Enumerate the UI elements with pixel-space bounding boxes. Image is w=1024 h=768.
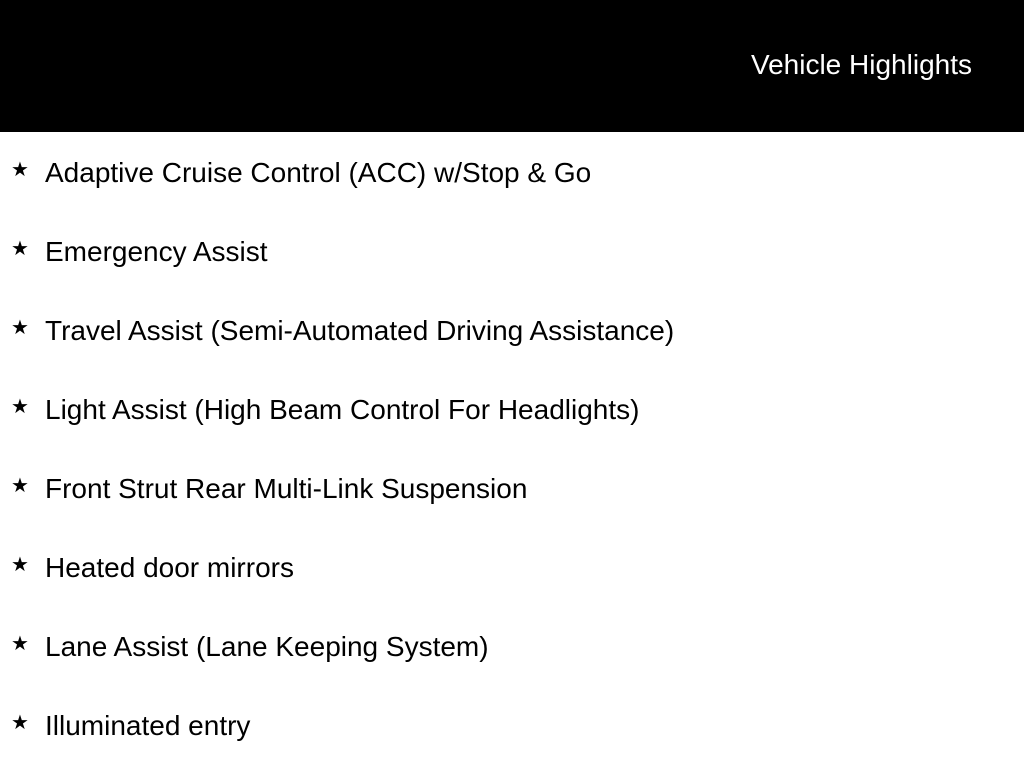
list-item: [0, 132, 1024, 211]
list-item: [0, 448, 1024, 527]
list-item: [0, 369, 1024, 448]
star-icon: ★: [11, 473, 29, 497]
list-item: [0, 211, 1024, 290]
highlight-label: Heated door mirrors: [45, 552, 294, 583]
highlight-label: Lane Assist (Lane Keeping System): [45, 631, 489, 662]
star-icon: ★: [11, 710, 29, 734]
highlight-label: Illuminated entry: [45, 710, 251, 741]
list-item: [0, 290, 1024, 369]
star-icon: ★: [11, 552, 29, 576]
list-item: [0, 606, 1024, 685]
highlight-label: Emergency Assist: [45, 236, 268, 267]
highlights-list: [0, 132, 1024, 764]
star-icon: ★: [11, 315, 29, 339]
page-title: Vehicle Highlights: [750, 49, 972, 80]
star-icon: ★: [11, 157, 29, 181]
highlight-label: Light Assist (High Beam Control For Headlights): [45, 394, 640, 425]
list-item: [0, 685, 1024, 764]
highlight-label: Travel Assist (Semi-Automated Driving Assistance): [45, 315, 675, 346]
star-icon: ★: [11, 394, 29, 418]
header-bar: [0, 0, 1024, 132]
star-icon: ★: [11, 236, 29, 260]
star-icon: ★: [11, 631, 29, 655]
highlight-label: Adaptive Cruise Control (ACC) w/Stop & Go: [45, 157, 592, 188]
highlight-label: Front Strut Rear Multi-Link Suspension: [45, 473, 528, 504]
list-item: [0, 527, 1024, 606]
